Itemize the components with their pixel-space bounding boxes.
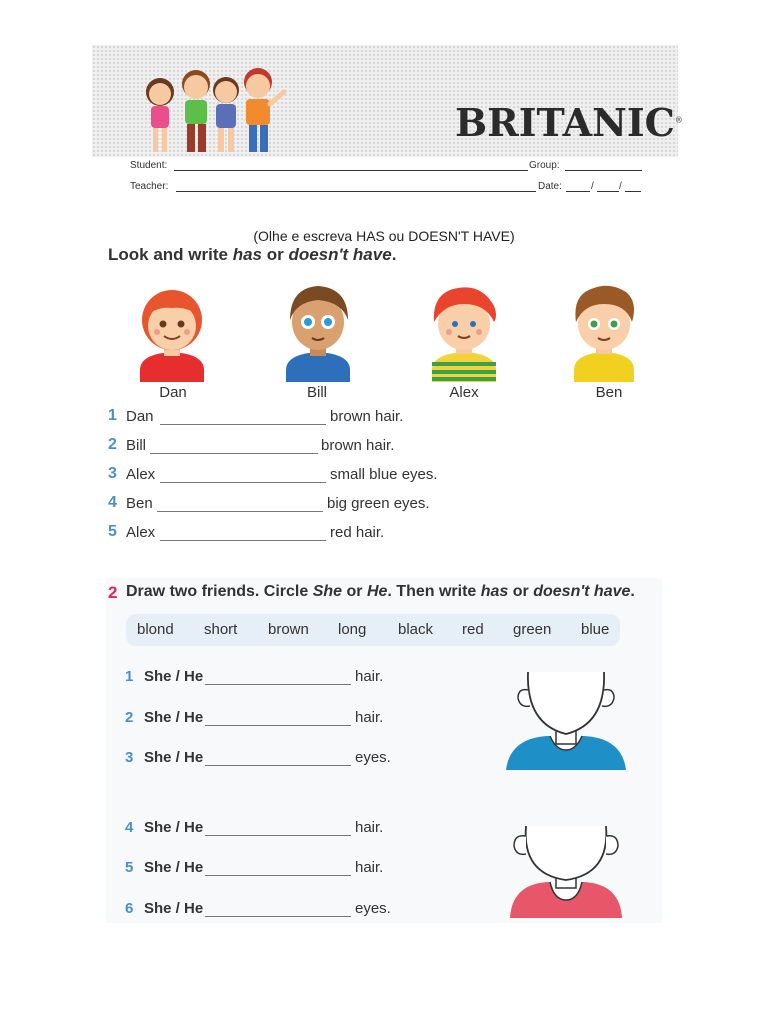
answer-blank[interactable]	[150, 453, 318, 454]
she-he-choice[interactable]: She / He	[144, 819, 204, 836]
answer-blank[interactable]	[157, 511, 323, 512]
question-name: Bill	[126, 437, 147, 454]
question-name: Dan	[126, 408, 154, 425]
date-separator: /	[591, 181, 594, 192]
question-number: 2	[108, 436, 117, 453]
item-number: 5	[125, 859, 134, 876]
date-separator: /	[619, 181, 622, 192]
answer-blank[interactable]	[205, 725, 351, 726]
question-ending: big green eyes.	[327, 495, 430, 512]
instruction-text: (Olhe e escreva HAS ou DOESN'T HAVE)	[253, 228, 515, 244]
date-label: Date:	[538, 181, 562, 192]
child-name-ben: Ben	[595, 384, 623, 401]
question-name: Alex	[126, 524, 156, 541]
group-label: Group:	[529, 160, 560, 171]
answer-blank[interactable]	[205, 765, 351, 766]
she-he-choice[interactable]: She / He	[144, 900, 204, 917]
question-ending: small blue eyes.	[330, 466, 438, 483]
ben-face-illustration	[564, 282, 644, 382]
word-bank-word: brown	[268, 621, 309, 638]
brand-logo: BRITANIC®	[455, 100, 683, 145]
answer-blank[interactable]	[160, 424, 326, 425]
draw-face-outline-1[interactable]	[504, 662, 628, 772]
word-bank-word: green	[513, 621, 552, 638]
item-ending: eyes.	[355, 900, 391, 917]
alex-face-illustration	[422, 282, 506, 382]
item-ending: hair.	[355, 709, 384, 726]
exercise1-title: Look and write has or doesn't have.	[108, 245, 397, 264]
date-day-field[interactable]	[566, 191, 590, 192]
student-field[interactable]	[174, 170, 528, 171]
answer-blank[interactable]	[205, 916, 351, 917]
word-bank-word: blue	[581, 621, 610, 638]
date-month-field[interactable]	[597, 191, 619, 192]
word-bank-word: red	[462, 621, 484, 638]
date-year-field[interactable]	[625, 191, 641, 192]
exercise2-title: Draw two friends. Circle She or He. Then write has or doesn't have.	[126, 583, 635, 600]
question-name: Alex	[126, 466, 156, 483]
question-number: 3	[108, 465, 117, 482]
item-ending: hair.	[355, 859, 384, 876]
answer-blank[interactable]	[205, 875, 351, 876]
item-ending: eyes.	[355, 749, 391, 766]
answer-blank[interactable]	[160, 482, 326, 483]
question-number: 5	[108, 523, 117, 540]
answer-blank[interactable]	[160, 540, 326, 541]
word-bank-word: long	[338, 621, 367, 638]
item-number: 3	[125, 749, 134, 766]
word-bank-word: blond	[137, 621, 174, 638]
question-ending: red hair.	[330, 524, 385, 541]
answer-blank[interactable]	[205, 684, 351, 685]
word-bank-word: short	[204, 621, 238, 638]
group-field[interactable]	[565, 170, 642, 171]
item-number: 6	[125, 900, 134, 917]
question-ending: brown hair.	[330, 408, 404, 425]
child-name-dan: Dan	[159, 384, 187, 401]
question-name: Ben	[126, 495, 153, 512]
she-he-choice[interactable]: She / He	[144, 859, 204, 876]
answer-blank[interactable]	[205, 835, 351, 836]
draw-face-outline-2[interactable]	[504, 822, 628, 922]
teacher-label: Teacher:	[130, 181, 169, 192]
bill-face-illustration	[276, 280, 360, 382]
she-he-choice[interactable]: She / He	[144, 668, 204, 685]
dan-face-illustration	[130, 282, 214, 382]
item-ending: hair.	[355, 819, 384, 836]
question-ending: brown hair.	[321, 437, 395, 454]
she-he-choice[interactable]: She / He	[144, 749, 204, 766]
word-bank-word: black	[398, 621, 434, 638]
teacher-field[interactable]	[176, 191, 536, 192]
kids-illustration	[138, 64, 288, 158]
question-number: 4	[108, 494, 117, 511]
exercise2-number: 2	[108, 583, 118, 602]
item-number: 2	[125, 709, 134, 726]
question-number: 1	[108, 407, 117, 424]
child-name-alex: Alex	[449, 384, 479, 401]
item-ending: hair.	[355, 668, 384, 685]
she-he-choice[interactable]: She / He	[144, 709, 204, 726]
item-number: 1	[125, 668, 134, 685]
student-label: Student:	[130, 160, 168, 171]
item-number: 4	[125, 819, 134, 836]
child-name-bill: Bill	[306, 384, 327, 401]
